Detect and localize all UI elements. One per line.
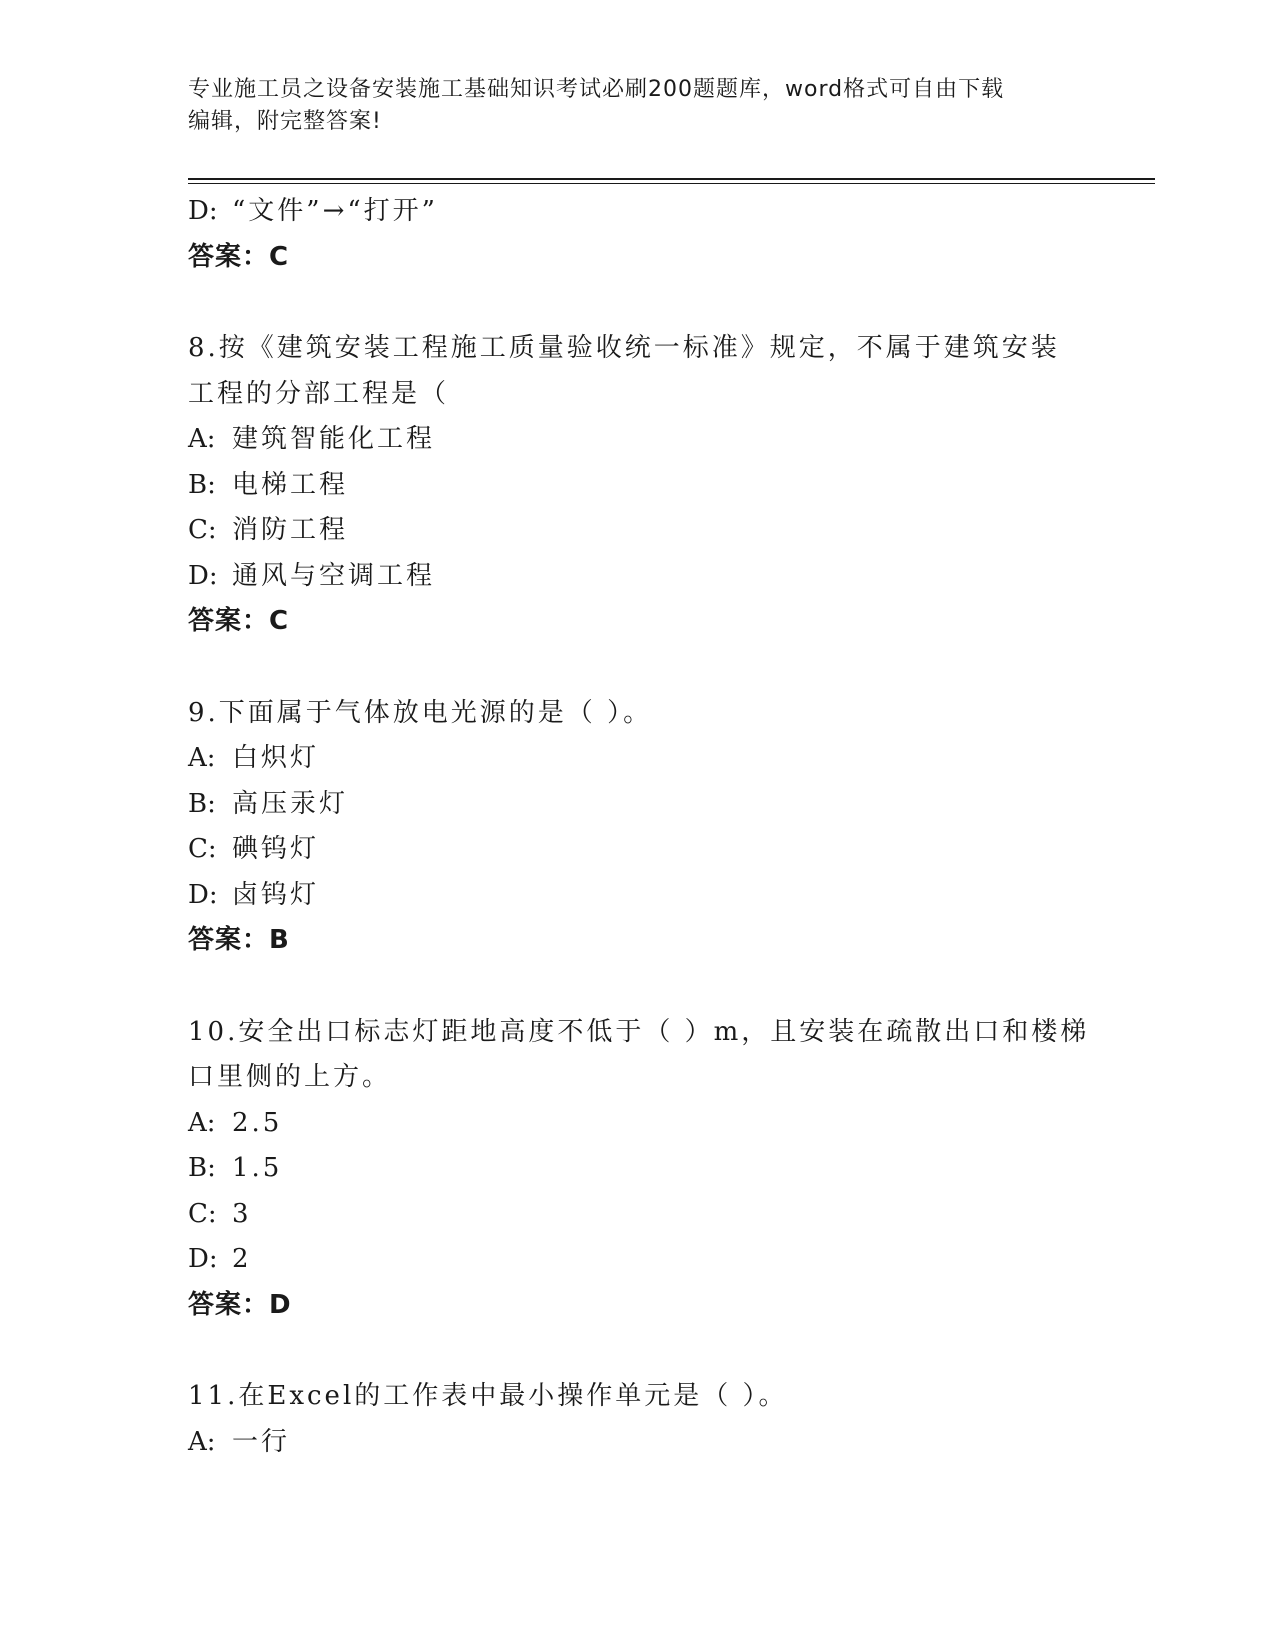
option-label: C: bbox=[188, 515, 217, 545]
option-text: 2.5 bbox=[232, 1107, 283, 1138]
question-8-option-d bbox=[188, 554, 1088, 600]
document-header bbox=[188, 74, 1088, 138]
header-title-line-2: 编辑，附完整答案! bbox=[188, 109, 382, 134]
spacer bbox=[188, 1328, 1088, 1374]
question-8-option-c bbox=[188, 508, 1088, 554]
question-9-option-b bbox=[188, 782, 1088, 828]
spacer bbox=[188, 964, 1088, 1010]
option-label: D: bbox=[188, 1244, 218, 1274]
prev-question-answer: 答案：C bbox=[188, 241, 290, 272]
question-10-stem-line-2: 口里侧的上方。 bbox=[188, 1062, 392, 1092]
question-9-answer: 答案：B bbox=[188, 925, 290, 955]
spacer bbox=[188, 280, 1088, 326]
question-10-stem-line-1: 10.安全出口标志灯距地高度不低于（ ）m，且安装在疏散出口和楼梯 bbox=[188, 1016, 1090, 1047]
question-8-answer: 答案：C bbox=[188, 606, 290, 636]
option-label: D: bbox=[188, 560, 218, 591]
question-11-stem-line-1: 11.在Excel的工作表中最小操作单元是（ ）。 bbox=[188, 1381, 788, 1411]
question-9-stem-line-1: 9.下面属于气体放电光源的是（ ）。 bbox=[188, 697, 653, 728]
spacer bbox=[188, 645, 1088, 691]
question-list bbox=[188, 189, 1088, 1465]
question-9-option-d bbox=[188, 873, 1088, 919]
question-10-option-a bbox=[188, 1101, 1088, 1147]
option-label: D: bbox=[188, 196, 218, 226]
option-text: “文件”→“打开” bbox=[232, 196, 438, 226]
question-8-option-b bbox=[188, 463, 1088, 509]
option-label: A: bbox=[188, 1107, 216, 1138]
option-text: 一行 bbox=[232, 1426, 291, 1457]
option-text: 建筑智能化工程 bbox=[232, 424, 436, 454]
header-rule-thick bbox=[188, 178, 1155, 180]
question-9-option-c bbox=[188, 827, 1088, 873]
option-label: D: bbox=[188, 879, 218, 910]
question-10-answer: 答案：D bbox=[188, 1289, 292, 1320]
option-text: 碘钨灯 bbox=[232, 834, 320, 864]
question-8-stem-line-1: 8.按《建筑安装工程施工质量验收统一标准》规定，不属于建筑安装 bbox=[188, 333, 1060, 363]
header-title-line-1: 专业施工员之设备安装施工基础知识考试必刷200题题库，word格式可自由下载 bbox=[188, 77, 1005, 102]
header-rule-thin bbox=[188, 183, 1155, 184]
option-text: 通风与空调工程 bbox=[232, 560, 436, 591]
option-label: C: bbox=[188, 834, 217, 864]
option-label: B: bbox=[188, 1153, 216, 1183]
prev-question-option-d bbox=[188, 189, 1088, 235]
option-label: A: bbox=[188, 1426, 216, 1457]
question-11-option-a bbox=[188, 1420, 1088, 1466]
question-8-option-a bbox=[188, 417, 1088, 463]
question-10-option-b bbox=[188, 1146, 1088, 1192]
question-10-option-c bbox=[188, 1192, 1088, 1238]
option-text: 高压汞灯 bbox=[232, 788, 349, 819]
question-8-stem-line-2: 工程的分部工程是（ bbox=[188, 378, 450, 409]
option-text: 消防工程 bbox=[232, 515, 349, 545]
option-text: 电梯工程 bbox=[232, 469, 349, 500]
question-9-option-a bbox=[188, 736, 1088, 782]
option-text: 1.5 bbox=[232, 1153, 283, 1183]
option-text: 白炽灯 bbox=[232, 743, 320, 773]
option-label: C: bbox=[188, 1198, 217, 1229]
option-label: B: bbox=[188, 788, 216, 819]
option-label: A: bbox=[188, 743, 216, 773]
option-text: 2 bbox=[232, 1244, 252, 1274]
option-label: B: bbox=[188, 469, 216, 500]
option-text: 3 bbox=[232, 1198, 252, 1229]
question-10-option-d bbox=[188, 1237, 1088, 1283]
option-text: 卤钨灯 bbox=[232, 879, 320, 910]
option-label: A: bbox=[188, 424, 216, 454]
